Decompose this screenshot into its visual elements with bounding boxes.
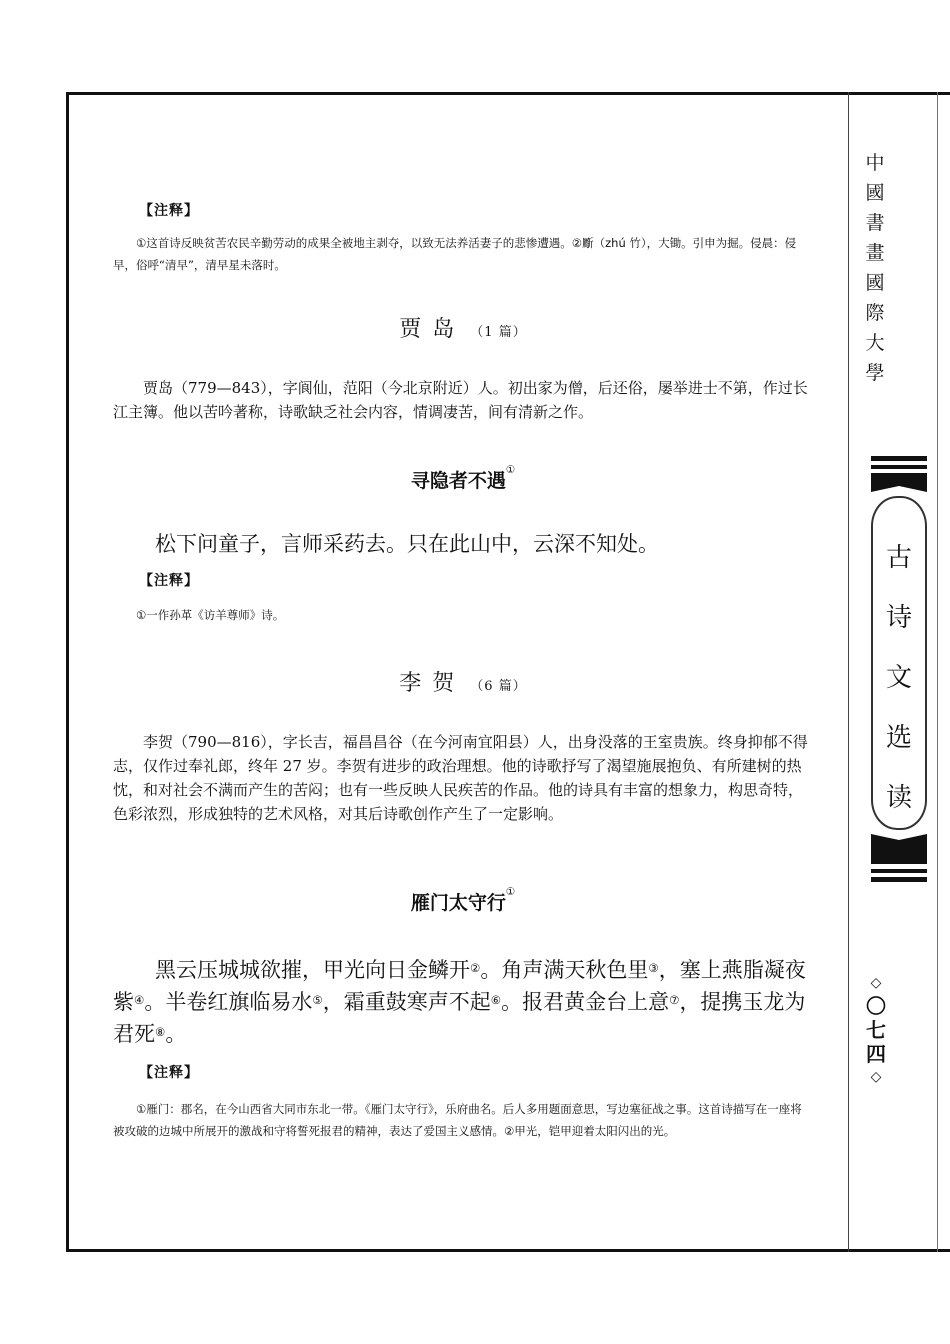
- author-bio-jiadao: 贾岛（779—843），字阆仙，范阳（今北京附近）人。初出家为僧，后还俗，屡举进士不第，作过长江主簿。他以苦吟著称，诗歌缺乏社会内容，情调凄苦，间有清新之作。: [113, 379, 808, 421]
- poem-segment: 。角声满天秋色里: [480, 958, 649, 982]
- footnote-mark: ①: [505, 886, 516, 898]
- publisher-name: 中國書畫國際大學: [865, 152, 885, 384]
- footnote-mark: ②: [470, 961, 481, 975]
- footnote-mark: ⑧: [155, 1025, 166, 1039]
- note-heading-2: 【注释】: [139, 573, 199, 589]
- note-text-3: ①雁门：郡名，在今山西省大同市东北一带。《雁门太守行》，乐府曲名。后人多用题面意思，写边塞征战之事。这首诗描写在一座将被攻破的边城中所展开的激战和守将誓死报君的精神，表达了爱国主义感情。②甲光，铠甲迎着太阳闪出的光。: [113, 1102, 802, 1138]
- sidebar-edge: [937, 92, 938, 1252]
- poem-segment: ，提携玉龙为君死: [113, 990, 806, 1046]
- poem-title-2: [113, 888, 813, 915]
- poem-segment: 黑云压城城欲摧，甲光向日金鳞开: [155, 958, 470, 982]
- author-heading-jiadao: [113, 312, 813, 343]
- sidebar-divider: [848, 92, 849, 1252]
- book-title: 古诗文选读: [885, 543, 912, 813]
- author-name: 贾 岛: [399, 317, 457, 342]
- footnote-mark: ④: [134, 993, 145, 1007]
- footnote-mark: ③: [648, 961, 659, 975]
- author-heading-lihe: [113, 666, 813, 697]
- ribbon-bottom-ornament: [871, 830, 927, 886]
- poem-text-1: 松下问童子，言师采药去。只在此山中，云深不知处。: [155, 532, 659, 556]
- ribbon-top-ornament: [871, 456, 927, 496]
- poem-segment: 。: [165, 1022, 187, 1046]
- diamond-icon: ◇: [870, 975, 882, 991]
- poem-segment: 。半卷红旗临易水: [144, 990, 313, 1014]
- poem-segment: ，塞上燕脂凝夜紫: [113, 958, 806, 1014]
- footnote-mark: ⑦: [669, 993, 680, 1007]
- poem-title-text: 雁门太守行: [410, 892, 506, 914]
- note-text-1: ①这首诗反映贫苦农民辛勤劳动的成果全被地主剥夺，以致无法养活妻子的悲惨遭遇。②斸（zhú 竹），大锄。引申为掘。侵晨：侵早，俗呼“清早”，清早星未落时。: [113, 236, 797, 272]
- author-poem-count: （6 篇）: [470, 679, 527, 694]
- footnote-mark: ⑤: [312, 993, 323, 1007]
- poem-title-1: [113, 466, 813, 493]
- note-heading-3: 【注释】: [139, 1065, 199, 1081]
- page-number-block: [864, 972, 888, 1088]
- page-number: 〇七四: [866, 994, 886, 1066]
- note-heading-1: 【注释】: [139, 203, 199, 219]
- diamond-icon: ◇: [870, 1069, 882, 1085]
- poem-segment: ，霜重鼓寒声不起: [322, 990, 491, 1014]
- poem-text-2: [113, 954, 813, 1050]
- author-bio-lihe: 李贺（790—816），字长吉，福昌昌谷（在今河南宜阳县）人，出身没落的王室贵族。终身抑郁不得志，仅作过奉礼郎，终年 27 岁。李贺有进步的政治理想。他的诗歌抒写了渴望施展抱负、有所建树的热忱，和对社会不满而产生的苦闷；也有一些反映人民疾苦的作品。他的诗具有丰富的想象力，构思奇特，色彩浓烈，形成独特的艺术风格，对其后诗歌创作产生了一定影响。: [113, 733, 808, 823]
- footnote-mark: ⑥: [490, 993, 502, 1007]
- poem-segment: 。报君黄金台上意: [501, 990, 670, 1014]
- author-name: 李 贺: [399, 671, 457, 696]
- poem-title-text: 寻隐者不遇: [410, 470, 506, 492]
- note-text-2: ①一作孙革《访羊尊师》诗。: [136, 608, 285, 622]
- author-poem-count: （1 篇）: [470, 325, 527, 340]
- footnote-mark: ①: [505, 464, 516, 476]
